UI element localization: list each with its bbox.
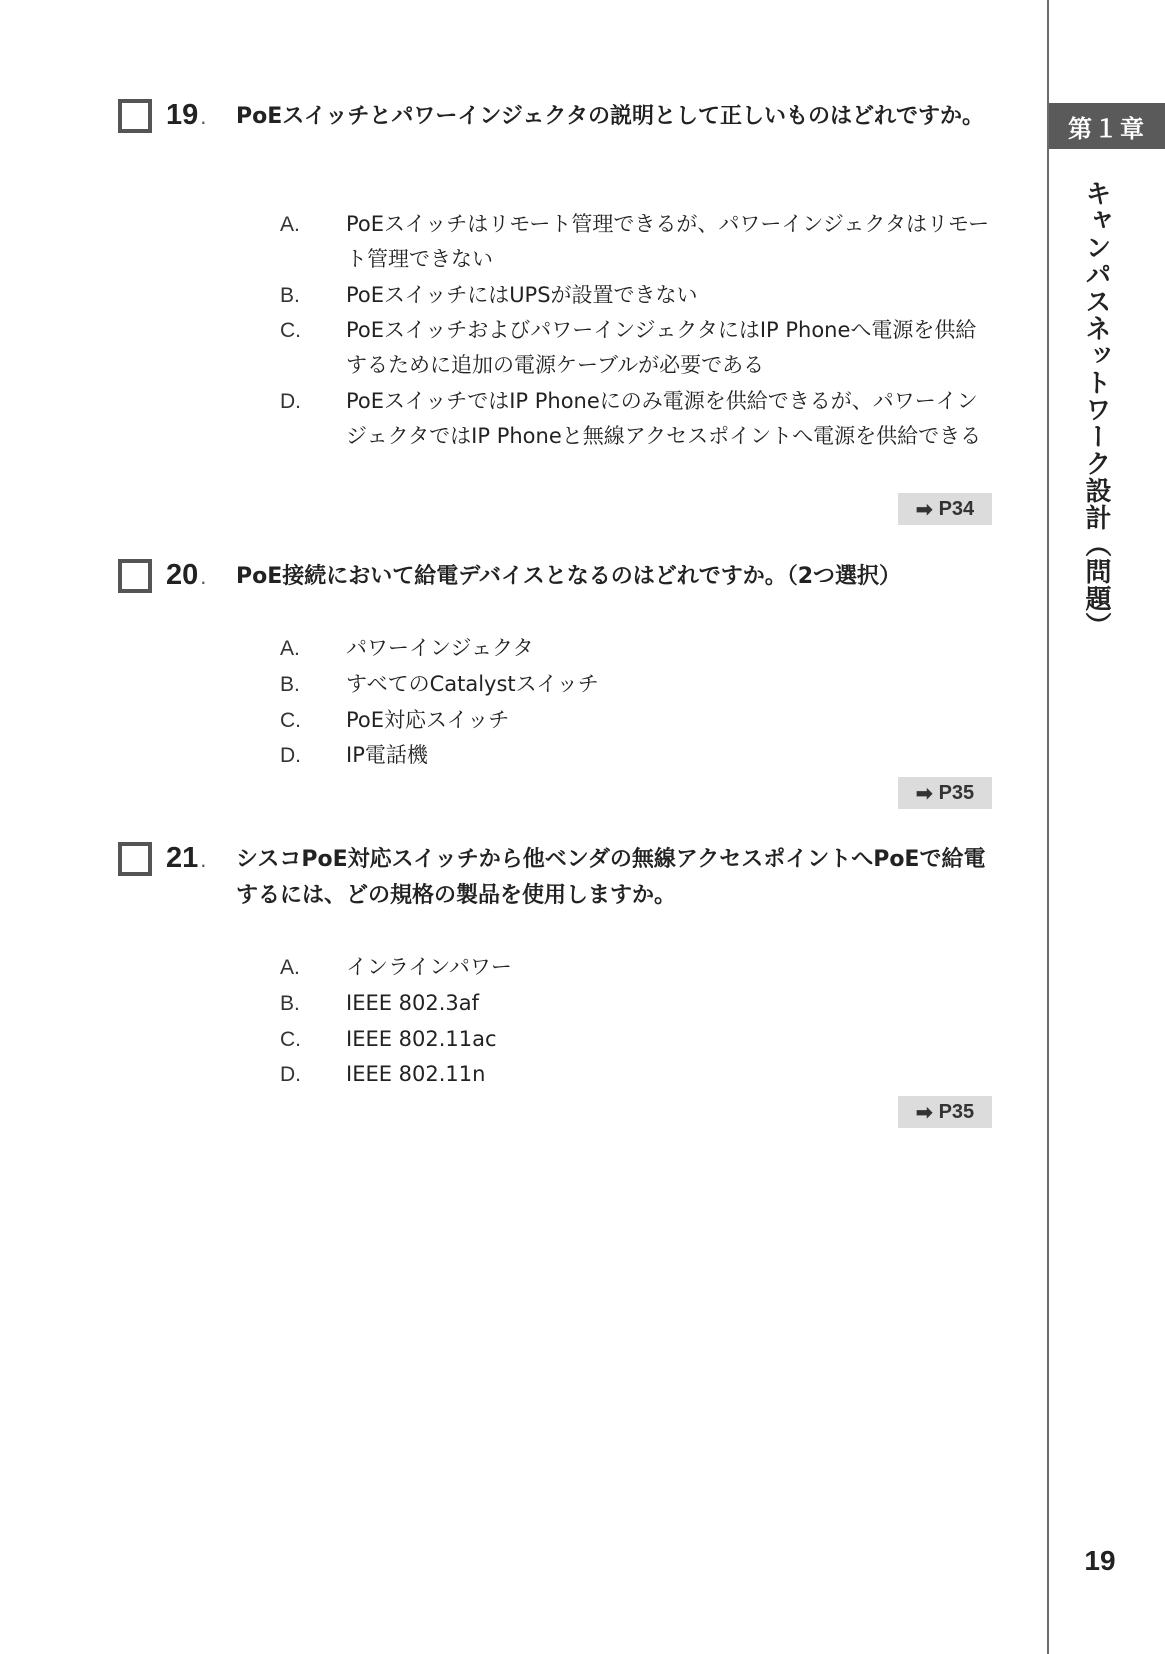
option-text: PoE対応スイッチ [346,708,510,732]
page-number: 19 [1084,1545,1116,1576]
option-letter: C. [280,319,301,342]
question-number: 19. [166,99,207,131]
option-text: PoEスイッチはリモート管理できるが、パワーインジェクタはリモート管理できない [346,212,990,271]
question-checkbox[interactable] [118,842,152,876]
option-text: PoEスイッチにはUPSが設置できない [346,283,698,307]
reference-badge[interactable] [898,493,992,525]
option-letter: D. [280,744,301,767]
question-checkbox[interactable] [118,99,152,133]
question-number: 21. [166,842,207,874]
option-text: すべてのCatalystスイッチ [346,672,599,696]
chapter-tab: 第１章 [1049,103,1165,149]
option-text: PoEスイッチおよびパワーインジェクタにはIP Phoneへ電源を供給するために追加の電源ケーブルが必要である [346,318,977,377]
question-number: 20. [166,559,207,591]
question-text: PoE接続において給電デバイスとなるのはどれですか。（2つ選択） [236,564,902,589]
question-text: シスコPoE対応スイッチから他ベンダの無線アクセスポイントへPoEで給電するには、どの規格の製品を使用しますか。 [236,847,986,908]
option-text: IEEE 802.11n [346,1062,486,1086]
reference-page: P35 [938,1100,975,1123]
option-text: PoEスイッチではIP Phoneにのみ電源を供給できるが、パワーインジェクタではIP Phoneと無線アクセスポイントへ電源を供給できる [346,389,982,448]
option-letter: D. [280,1063,301,1086]
option-letter: A. [280,213,300,236]
option-text: パワーインジェクタ [346,636,534,660]
option-letter: B. [280,992,300,1015]
question-text: PoEスイッチとパワーインジェクタの説明として正しいものはどれですか。 [236,104,984,129]
question-checkbox[interactable] [118,559,152,593]
reference-badge[interactable] [898,777,992,809]
right-arrow-icon: ➡ [915,498,933,521]
option-letter: C. [280,1028,301,1051]
side-divider-rule [1047,0,1049,1654]
reference-page: P34 [938,497,975,520]
chapter-title-vertical: キャンパスネットワーク設計（問題） [1081,180,1111,639]
reference-badge[interactable] [898,1096,992,1128]
option-text: IP電話機 [346,743,428,767]
option-letter: A. [280,637,300,660]
option-letter: D. [280,390,301,413]
reference-page: P35 [938,781,975,804]
right-arrow-icon: ➡ [915,782,933,805]
option-text: インラインパワー [346,955,512,979]
right-arrow-icon: ➡ [915,1101,933,1124]
option-letter: A. [280,956,300,979]
option-letter: B. [280,284,300,307]
option-text: IEEE 802.3af [346,991,480,1015]
option-letter: B. [280,673,300,696]
option-text: IEEE 802.11ac [346,1027,497,1051]
option-letter: C. [280,709,301,732]
